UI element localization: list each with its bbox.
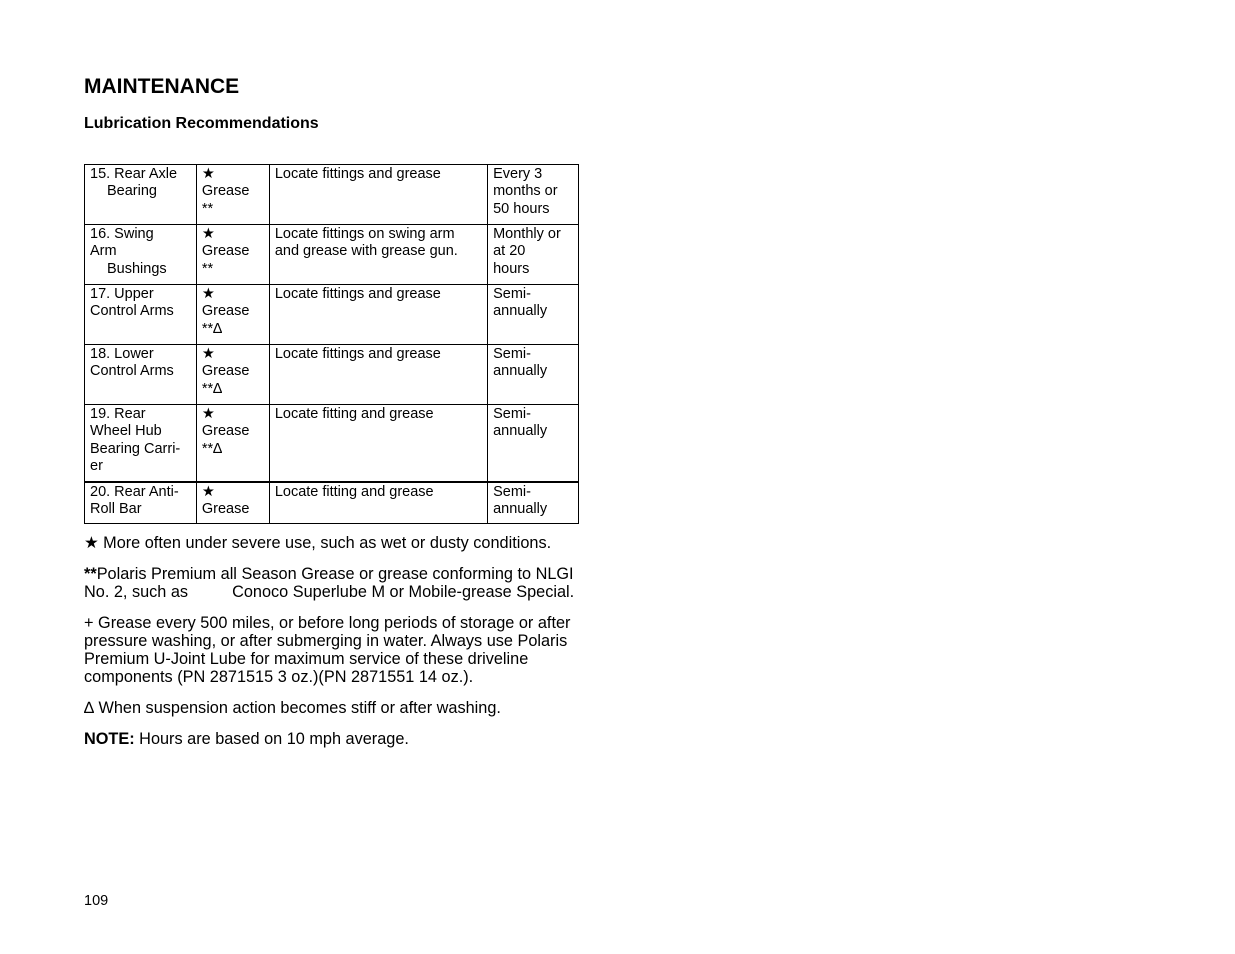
frequency-cell: Semi- annually	[488, 345, 579, 405]
star-icon: ★	[201, 286, 215, 302]
lubricant-cell: ★ Grease	[196, 482, 269, 524]
section-title: Lubrication Recommendations	[84, 115, 319, 132]
lubricant-cell: ★ Grease **∆	[196, 285, 269, 345]
notes-section	[84, 534, 584, 761]
component-cell: 17. Upper Control Arms	[85, 285, 197, 345]
note-driveline: + Grease every 500 miles, or before long periods of storage or after pressure washing, or after submerging in water. Always use Polaris Premium U-Joint Lube for maximum service of these driveline components (PN 2871515 3 oz.)(PN 2871551 14 oz.).	[84, 614, 571, 686]
note-suspension: ∆ When suspension action becomes stiff or after washing.	[84, 699, 501, 717]
frequency-cell: Monthly or at 20 hours	[488, 225, 579, 285]
method-cell: Locate fitting and grease	[269, 405, 487, 482]
star-icon: ★	[201, 346, 215, 362]
delta-symbol: ∆	[84, 699, 94, 717]
note-grease-spec: **Polaris Premium all Season Grease or grease conforming to NLGI No. 2, such as Conoco Superlube M or Mobile-grease Special.	[84, 565, 575, 601]
lubrication-table-body	[85, 165, 579, 524]
table-row	[85, 165, 579, 225]
star-icon: ★	[201, 406, 215, 422]
star-icon: ★	[201, 166, 215, 182]
double-asterisk-symbol: **	[84, 565, 97, 583]
note-severe-use: ★ More often under severe use, such as wet or dusty conditions.	[84, 534, 552, 552]
note-label: NOTE:	[84, 730, 135, 748]
page-title: MAINTENANCE	[84, 75, 240, 98]
method-cell: Locate fittings and grease	[269, 285, 487, 345]
table-row	[85, 405, 579, 482]
table-row	[85, 482, 579, 524]
method-cell: Locate fittings on swing arm and grease with grease gun.	[269, 225, 487, 285]
star-icon: ★	[84, 534, 99, 552]
lubricant-cell: ★ Grease **	[196, 165, 269, 225]
component-cell: 15. Rear Axle Bearing	[85, 165, 197, 225]
frequency-cell: Every 3 months or 50 hours	[488, 165, 579, 225]
component-cell: 19. Rear Wheel Hub Bearing Carri- er	[85, 405, 197, 482]
frequency-cell: Semi- annually	[488, 285, 579, 345]
method-cell: Locate fittings and grease	[269, 165, 487, 225]
lubricant-cell: ★ Grease **∆	[196, 345, 269, 405]
table-row	[85, 285, 579, 345]
star-icon: ★	[201, 226, 215, 242]
component-cell: 20. Rear Anti- Roll Bar	[85, 482, 197, 524]
note-hours: NOTE: Hours are based on 10 mph average.	[84, 730, 409, 748]
method-cell: Locate fitting and grease	[269, 482, 487, 524]
lubricant-cell: ★ Grease **∆	[196, 405, 269, 482]
method-cell: Locate fittings and grease	[269, 345, 487, 405]
lubrication-table	[84, 164, 579, 524]
lubricant-cell: ★ Grease **	[196, 225, 269, 285]
table-row	[85, 345, 579, 405]
table-row	[85, 225, 579, 285]
component-cell: 16. Swing Arm Bushings	[85, 225, 197, 285]
plus-symbol: +	[84, 614, 94, 632]
frequency-cell: Semi- annually	[488, 482, 579, 524]
frequency-cell: Semi- annually	[488, 405, 579, 482]
page-number: 109	[84, 893, 109, 909]
component-cell: 18. Lower Control Arms	[85, 345, 197, 405]
star-icon: ★	[201, 483, 215, 500]
